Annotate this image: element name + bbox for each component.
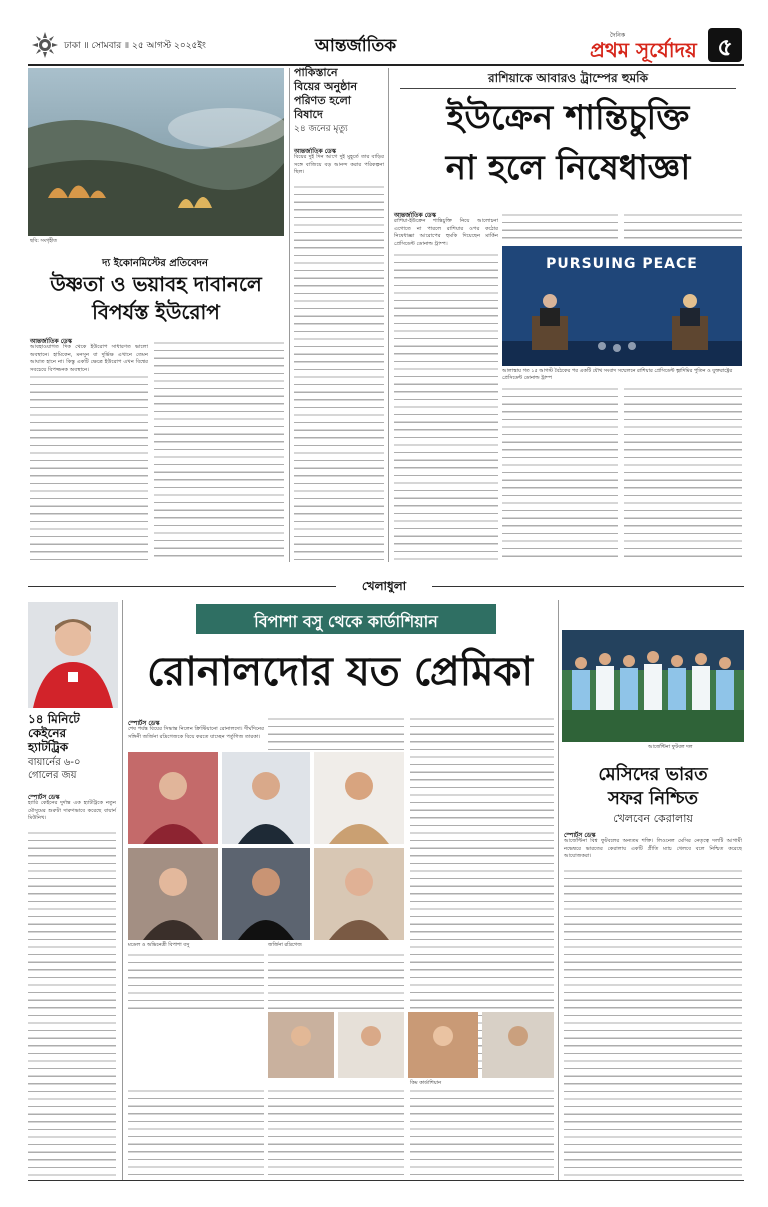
pakistan-headline-4: বিষাদে: [294, 108, 323, 121]
sports-section-title: খেলাধুলা: [361, 579, 407, 593]
pakistan-lead: বিয়ের দুই দিন আগে দুই মুহূর্তে তার বাড়ির সঙ্গে বাজিয়ে বড় আনন্দ করার পরিকল্পনা ছিল।: [294, 154, 384, 176]
ronaldo-headline: রোনালদোর যত প্রেমিকা: [146, 649, 534, 695]
ukraine-headline-2: না হলে নিষেধাজ্ঞা: [445, 148, 691, 188]
kane-body: [28, 830, 116, 1176]
kane-headline: [28, 712, 118, 782]
summit-banner-text: PURSUING PEACE: [546, 256, 698, 272]
page-number-text: ৫: [717, 33, 733, 61]
kane-deck-2: গোলের জয়: [28, 770, 77, 781]
europe-kicker: দ্য ইকোনমিস্টের প্রতিবেদন: [102, 258, 208, 269]
summit-caption: আলাস্কায় গত ১৫ আগস্ট বৈঠকের পর একটি যৌথ সংবাদ সম্মেলনে রাশিয়ার প্রেসিডেন্ট ভ্লাদিমির পুতিন ও যুক্তরাষ্ট্রের প্রেসিডেন্ট ডোনাল্ড ট্রাম্প: [502, 368, 733, 381]
ronaldo-gallery: [128, 752, 404, 940]
pakistan-body: [294, 184, 384, 560]
messi-lead: আর্জেন্টিনা বিশ্ব ফুটবলের অন্যতম শক্তি। লিওনেল মেসির নেতৃত্বে দলটি আগামী নভেম্বরে ভারতের কেরালায় একটি প্রীতি ম্যাচ খেলবে বলে নিশ্চিত করেছে আয়োজকরা।: [564, 838, 742, 860]
messi-byline: স্পোর্টস ডেস্ক: [564, 832, 596, 839]
gallery-caption-1: মডেল ও অভিনেত্রী বিপাশা বসু: [128, 942, 190, 948]
ronaldo-body-bottom-3: [410, 1088, 554, 1176]
kane-lead: হ্যারি কেইনের দুর্দান্ত এক হ্যাটট্রিকে নতুন মৌসুমের শুরুটা দারুণভাবে করেছে বায়ার্ন মিউনিখ।: [28, 800, 116, 822]
footer-rule: [28, 1180, 744, 1181]
pakistan-deck: ২৪ জনের মৃত্যু: [294, 124, 348, 134]
ronaldo-body-col2b: [268, 952, 404, 1010]
col-divider-3: [122, 600, 123, 1180]
pakistan-headline: [294, 66, 386, 136]
ronaldo-body-bottom-1: [128, 1088, 264, 1176]
europe-byline: আন্তর্জাতিক ডেস্ক: [30, 338, 72, 345]
sun-logo-icon: [32, 32, 58, 58]
messi-headline-2: সফর নিশ্চিত: [607, 788, 699, 809]
argentina-photo-credit: আর্জেন্টিনা ফুটবল দল: [648, 744, 693, 750]
kicker-rule: [400, 88, 736, 89]
ronaldo-body-col1b: [128, 952, 264, 1010]
europe-body-col1: [30, 374, 148, 560]
ronaldo-kicker: বিপাশা বসু থেকে কার্ডাশিয়ান: [254, 612, 438, 631]
kane-photo: [28, 602, 118, 708]
ronaldo-body-col2: [268, 716, 404, 750]
col-divider-4: [558, 600, 559, 1180]
ronaldo-byline: স্পোর্টস ডেস্ক: [128, 720, 160, 727]
ronaldo-gallery-2: [268, 1012, 554, 1078]
dateline: ঢাকা ॥ সোমবার ॥ ২৫ আগস্ট ২০২৫ইং: [64, 41, 206, 51]
kane-headline-3: হ্যাটট্রিক: [28, 740, 69, 754]
pakistan-headline-2: বিয়ের অনুষ্ঠান: [294, 80, 358, 93]
europe-headline-2: বিপর্যস্ত ইউরোপ: [92, 300, 220, 324]
ukraine-kicker: রাশিয়াকে আবারও ট্রাম্পের হুমকি: [488, 71, 648, 85]
paper-tagline: দৈনিক: [610, 32, 626, 39]
ukraine-body-col2: [502, 386, 618, 560]
pakistan-headline-1: পাকিস্তানে: [294, 66, 338, 79]
kane-deck-1: বায়ার্নের ৬-০: [28, 757, 81, 768]
ronaldo-body-bottom-2: [268, 1088, 404, 1176]
pakistan-headline-3: পরিণত হলো: [294, 94, 351, 107]
messi-body: [564, 868, 742, 1176]
messi-headline-1: মেসিদের ভারত: [598, 764, 708, 785]
col-divider-1: [289, 68, 290, 562]
page-header: [30, 28, 742, 66]
section-title: আন্তর্জাতিক: [315, 36, 397, 56]
pakistan-byline: আন্তর্জাতিক ডেস্ক: [294, 148, 336, 155]
ukraine-body-top-col2: [502, 212, 618, 242]
ukraine-headline-1: ইউক্রেন শান্তিচুক্তি: [446, 98, 690, 138]
ukraine-byline: আন্তর্জাতিক ডেস্ক: [394, 212, 436, 219]
photo-credit: ছবি: সংগৃহীত: [30, 238, 58, 244]
messi-deck: খেলবেন কেরালায়: [613, 812, 693, 825]
gallery-caption-3: কিম কার্ডাশিয়ান: [410, 1080, 442, 1086]
argentina-team-photo: [562, 630, 744, 742]
ukraine-body-col1: [394, 252, 498, 560]
wildfire-photo: [28, 68, 284, 236]
gallery-caption-2: জর্জিনা রদ্রিগেজ: [268, 942, 302, 948]
ukraine-body-top-col3: [624, 212, 742, 242]
header-rule: [28, 64, 744, 66]
europe-headline-1: উষ্ণতা ও ভয়াবহ দাবানলে: [50, 272, 262, 296]
ronaldo-lead: শেষ পর্যন্ত বিয়ের সিদ্ধান্ত নিলেন ক্রিস্টিয়ানো রোনালদো। দীর্ঘদিনের সঙ্গিনী জর্জিনা রদ্রিগেজকে বিয়ে করতে যাচ্ছেন পর্তুগিজ তারকা।: [128, 726, 264, 740]
europe-body-col2: [154, 340, 284, 560]
kane-headline-2: কেইনের: [28, 726, 67, 740]
col-divider-2: [388, 68, 389, 562]
ukraine-body-col3: [624, 386, 742, 560]
kane-byline: স্পোর্টস ডেস্ক: [28, 794, 60, 801]
paper-name: প্রথম সূর্যোদয়: [590, 38, 697, 62]
ukraine-lead: রাশিয়া-ইউক্রেন শান্তিচুক্তি নিয়ে আলোচনা এগোতে না পারলে রাশিয়ার ওপর কঠোর নিষেধাজ্ঞা আরোপের হুমকি দিয়েছেন মার্কিন প্রেসিডেন্ট ডোনাল্ড ট্রাম্প।: [394, 218, 498, 247]
europe-lead: আবহাওয়াগত দিক থেকে ইউরোপ সাধারণত ভালো অবস্থানে। হামিকেন, মনসুন বা দুর্ভিক্ষ এখানে তেমন আঘাত হানে না। কিন্তু একটি ক্ষেত্রে ইউরোপ এখন বিশ্বের সবচেয়ে বিপজ্জনক অবস্থানে।: [30, 344, 148, 373]
kane-headline-1: ১৪ মিনিটে: [28, 712, 80, 726]
